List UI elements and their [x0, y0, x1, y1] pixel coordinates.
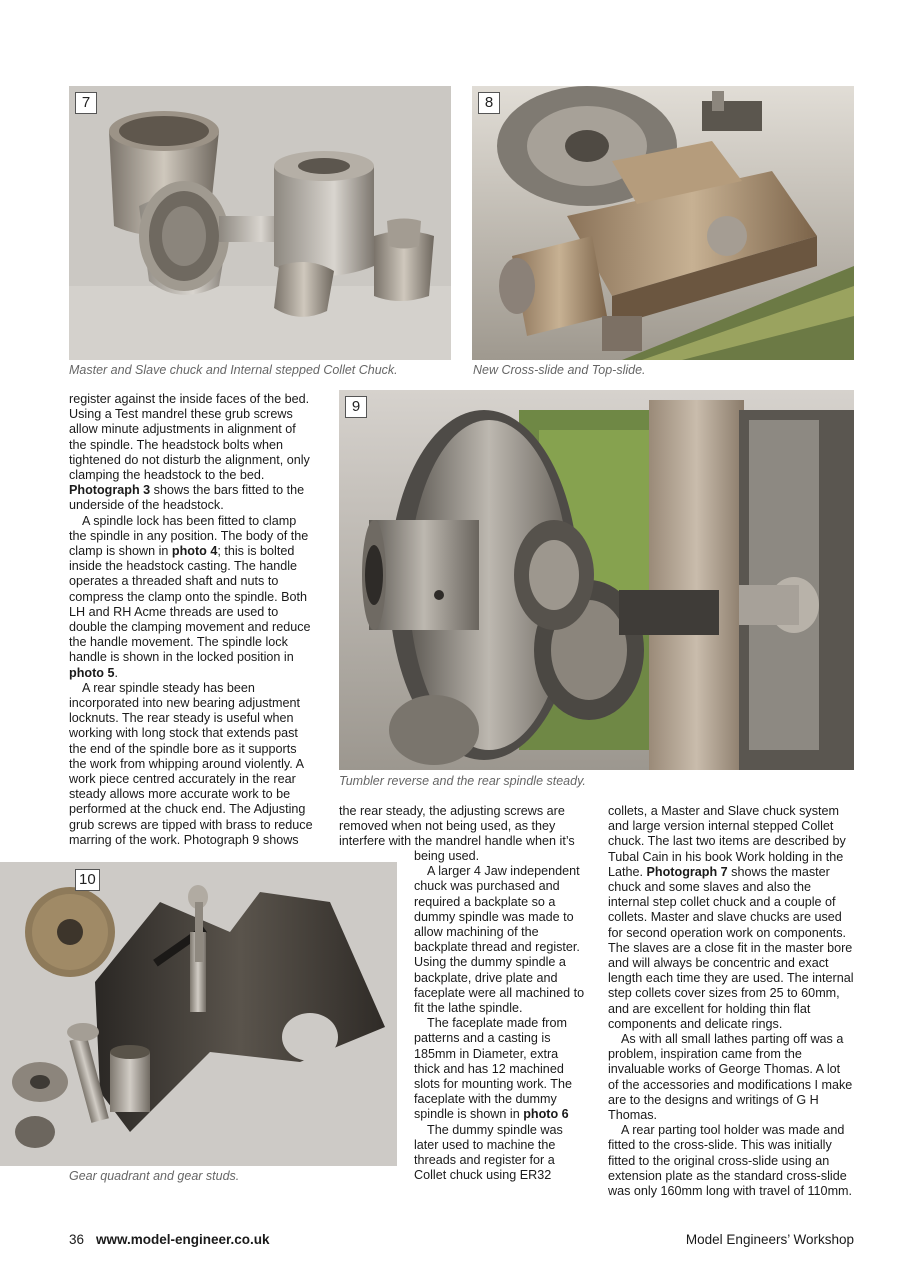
photo-8-caption: New Cross-slide and Top-slide.: [473, 363, 646, 377]
page-number: 36: [69, 1232, 85, 1247]
photo-reference: photo 5: [69, 665, 115, 680]
text-run: The faceplate made from patterns and a casting is 185mm in Diameter, extra thick and has 12 machined slots for mounting work. The faceplate with the dummy spindle is shown in: [414, 1016, 572, 1122]
paragraph: [414, 1123, 586, 1184]
photo-10: [0, 862, 397, 1166]
text-run: As with all small lathes parting off was a problem, inspiration came from the invaluable works of George Thomas. A lot of the accessories and modifications I make are to the designs and writings of G H Thomas.: [608, 1032, 853, 1123]
article-column-1: [69, 392, 315, 848]
photo-reference: Photograph 3: [69, 483, 151, 498]
paragraph: [414, 849, 586, 864]
paragraph: [608, 1032, 854, 1123]
text-run: shows the master chuck and some slaves and also the internal step collet chuck and a couple of collets. Master and slave chucks are used for second operation work on components. The slaves are a close fit in the master bore and will always be concentric and exact length each time they are used. The internal step collets cover sizes from 25 to 60mm, and are excellent for holding thin flat components and delicate rings.: [608, 864, 854, 1031]
photo-10-caption: Gear quadrant and gear studs.: [69, 1169, 240, 1183]
paragraph: [69, 392, 315, 514]
photo-reference: photo 6: [523, 1107, 569, 1122]
text-run: A larger 4 Jaw independent chuck was purchased and required a backplate so a dummy spindle was made to allow machining of the backplate thread and register. Using the dummy spindle a backplate, drive plate and faceplate were all machined to fit the lathe spindle.: [414, 864, 585, 1016]
paragraph: the rear steady, the adjusting screws are removed when not being used, as they interfere with the mandrel handle when it’s: [339, 804, 575, 849]
photo-9: [339, 390, 854, 770]
text-run: A rear parting tool holder was made and fitted to the cross-slide. This was initially fitted to the original cross-slide using an extension plate as the standard cross-slide was only 160mm long with travel of 110mm.: [608, 1123, 853, 1199]
paragraph: [608, 804, 854, 1032]
website-url[interactable]: www.model-engineer.co.uk: [96, 1232, 270, 1247]
text-run: .: [114, 665, 118, 680]
text-run: The dummy spindle was later used to machine the threads and register for a Collet chuck using ER32: [414, 1122, 563, 1183]
article-column-2-top: [339, 804, 584, 850]
text-run: collets, a Master and Slave chuck system and large version internal stepped Collet chuck. The last two items are described by Tubal Cain in his book Work holding in the Lathe.: [608, 804, 846, 879]
photo-7-caption: Master and Slave chuck and Internal stepped Collet Chuck.: [69, 363, 398, 377]
text-run: A rear spindle steady has been incorporated into new bearing adjustment locknuts. The rear steady is useful when working with long stock that extends past the end of the spindle bore as it supports the work from whipping around violently. A work piece centred accurately in the rear steady allows more accurate work to be performed at the chuck end. The Adjusting grub screws are tipped with brass to reduce marring of the work. Photograph 9 shows: [69, 680, 313, 847]
article-column-2: [414, 849, 586, 1183]
magazine-title: Model Engineers’ Workshop: [685, 1232, 854, 1247]
text-run: register against the inside faces of the bed. Using a Test mandrel these grub screws allow minute adjustments in alignment of the spindle. The headstock bolts when tightened do not disturb the alignment, only clamping the headstock to the bed.: [69, 392, 310, 483]
photo-number: 9: [345, 396, 367, 418]
photo-7: [69, 86, 451, 360]
text-run: ; this is bolted inside the headstock casting. The handle operates a threaded shaft and nuts to compress the clamp onto the spindle. Both LH and RH Acme threads are used to double the clamping movement and reduce the handle movement. The spindle lock handle is shown in the locked position in: [69, 544, 311, 665]
photo-number: 8: [478, 92, 500, 114]
article-column-3: [608, 804, 854, 1199]
paragraph: [69, 681, 315, 848]
text-run: A spindle lock has been fitted to clamp the spindle in any position. The body of the clamp is shown in: [69, 513, 309, 559]
photo-number: 7: [75, 92, 97, 114]
paragraph: [608, 1123, 854, 1199]
photo-number: 10: [75, 869, 100, 891]
photo-reference: photo 4: [171, 544, 218, 559]
photo-reference: Photograph 7: [646, 864, 728, 879]
photo-8: [472, 86, 854, 360]
paragraph: [69, 514, 315, 681]
paragraph: [414, 864, 586, 1016]
text-run: being used.: [414, 849, 480, 863]
paragraph: [414, 1016, 586, 1122]
photo-9-caption: Tumbler reverse and the rear spindle steady.: [339, 774, 586, 788]
text-run: shows the bars fitted to the underside of the headstock.: [69, 483, 305, 513]
